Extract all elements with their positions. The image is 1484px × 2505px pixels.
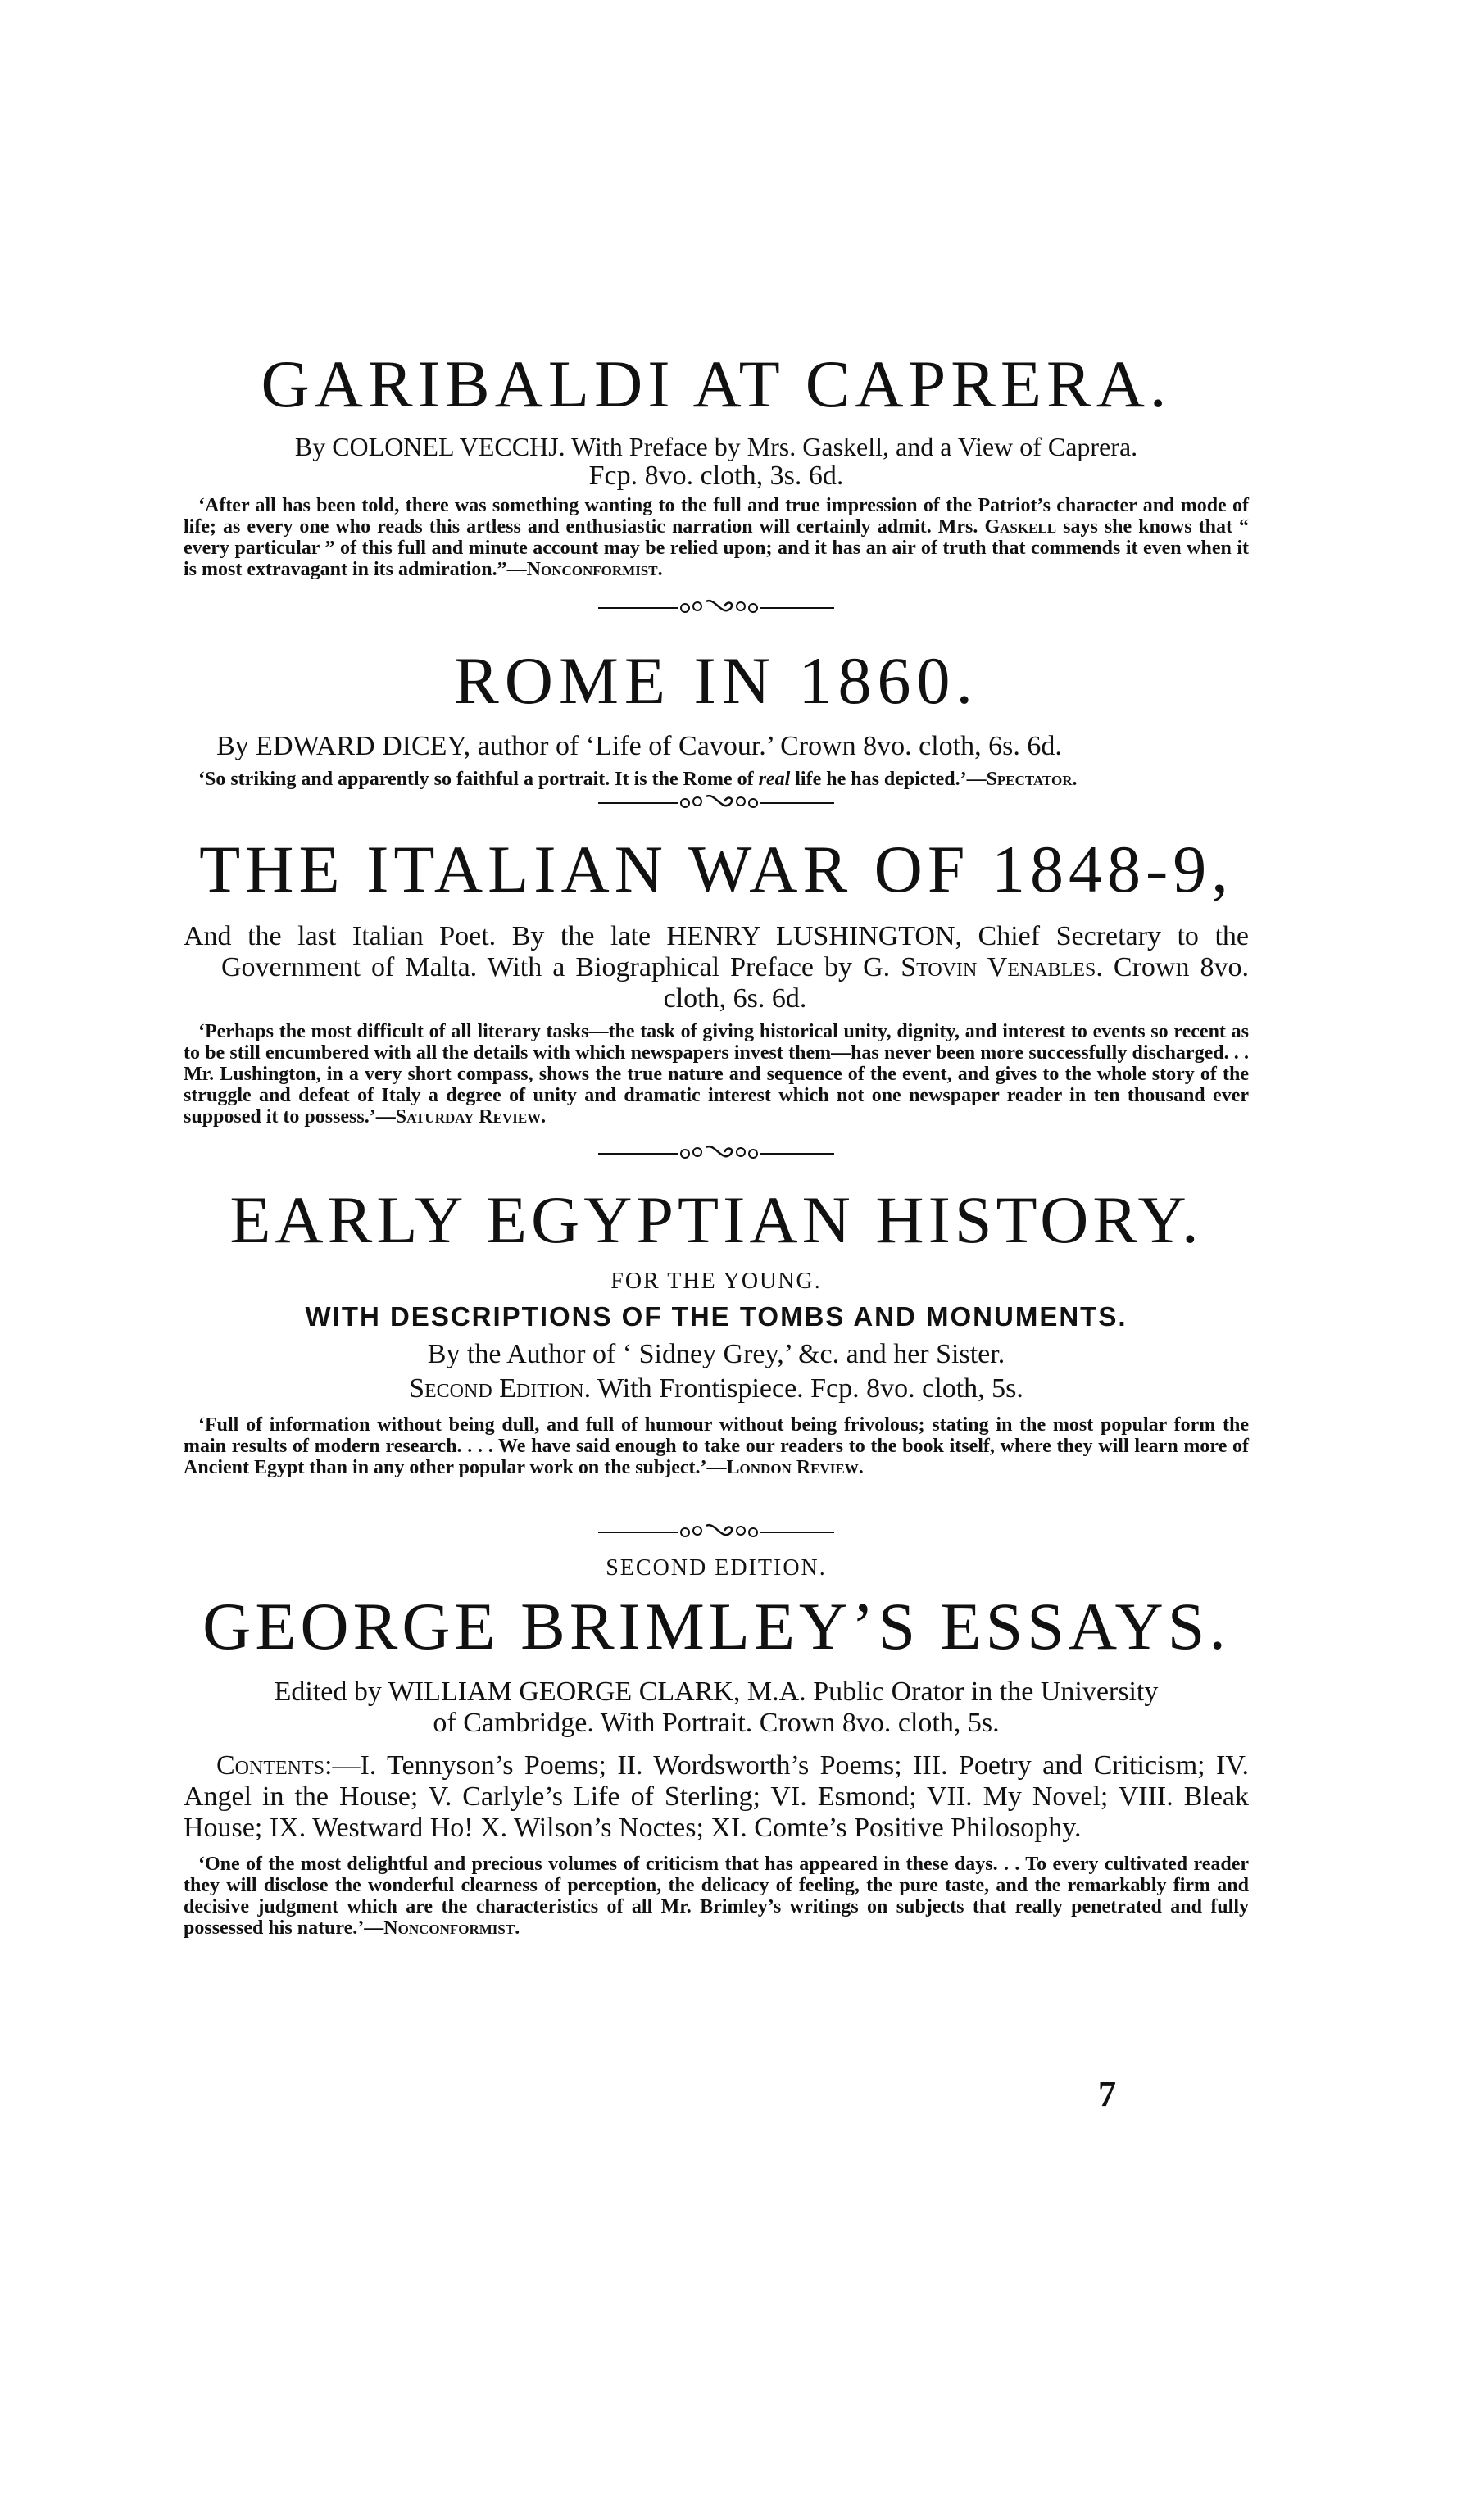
review-quote xyxy=(184,769,1249,790)
review-source: London Review. xyxy=(726,1457,864,1478)
book-byline: Edited by WILLIAM GEORGE CLARK, M.A. Public Orator in the University xyxy=(274,1677,1159,1707)
book-title: ROME IN 1860. xyxy=(454,643,978,718)
book-edition-label: SECOND EDITION. xyxy=(606,1555,827,1581)
review-quote-text: ‘After all has been told, there was something wanting to the full and true impression of the Patriot’s character and mode of life; as every one who reads this artless and enthusiastic narration will certainly admit. Mrs. xyxy=(184,495,1249,538)
book-byline: By the Author of ‘ Sidney Grey,’ &c. and her Sister. xyxy=(427,1339,1005,1369)
review-quote-text: ‘So striking and apparently so faithful a portrait. It is the Rome of xyxy=(198,769,754,790)
review-quote xyxy=(184,1414,1249,1478)
review-source: Nonconformist. xyxy=(383,1917,520,1939)
page-number: 7 xyxy=(1098,2074,1116,2114)
review-quote-emphasis: real xyxy=(758,769,791,790)
book-title: EARLY EGYPTIAN HISTORY. xyxy=(229,1182,1203,1257)
book-byline xyxy=(184,921,1249,1014)
book-listing-italian-war xyxy=(184,832,1250,1128)
book-subtitle-secondary: WITH DESCRIPTIONS OF THE TOMBS AND MONUMENTS. xyxy=(305,1301,1128,1332)
book-listing-rome xyxy=(184,643,1249,790)
review-quote xyxy=(184,495,1249,580)
ornamental-divider xyxy=(593,1523,839,1542)
book-byline-name: G. Stovin Venables. xyxy=(863,952,1103,982)
book-contents xyxy=(184,1750,1249,1844)
review-quote-text: ‘Perhaps the most difficult of all literary tasks—the task of giving historical unity, dignity, and interest to events so recent as to be still encumbered with all the details with which newspapers invest them—has never been more successfully discharged. . . Mr. Lushington, in a very short compass, shows the true nature and sequence of the event, and gives to the whole story of the struggle and defeat of Italy a degree of unity and dramatic interest which not one newspaper reader in ten thousand ever supposed it to possess.’— xyxy=(184,1021,1249,1128)
book-contents-list: —I. Tennyson’s Poems; II. Wordsworth’s Poems; III. Poetry and Criticism; IV. Angel in the House; V. Carlyle’s Life of Sterling; VI. Esmond; VII. My Novel; VIII. Bleak House; IX. Westward Ho! X. Wilson’s Noctes; XI. Comte’s Positive Philosophy. xyxy=(184,1750,1249,1843)
book-contents-label: Contents: xyxy=(216,1750,333,1781)
review-source: Spectator. xyxy=(986,769,1078,790)
book-format-price: With Frontispiece. Fcp. 8vo. cloth, 5s. xyxy=(597,1373,1023,1404)
review-quote-text: ‘Full of information without being dull, and full of humour without being frivolous; stating in the most popular form the main results of modern research. . . . We have said enough to take our readers to the book itself, where they will learn more of Ancient Egypt than in any other popular work on the subject.’— xyxy=(184,1414,1249,1478)
book-title: THE ITALIAN WAR OF 1848-9, xyxy=(199,832,1233,906)
ornamental-divider xyxy=(593,1144,839,1164)
book-format-price: Crown 8vo. cloth, 6s. 6d. xyxy=(663,952,1250,1014)
book-format-price: of Cambridge. With Portrait. Crown 8vo. cloth, 5s. xyxy=(433,1708,1000,1738)
book-title: GEORGE BRIMLEY’S ESSAYS. xyxy=(202,1589,1230,1663)
review-quote-text: ‘One of the most delightful and precious volumes of criticism that has appeared in these days. . . To every cultivated reader they will disclose the wonderful clearness of perception, the delicacy of feeling, the pure taste, and the remarkably firm and decisive judgment which are the characteristics of all Mr. Brimley’s writings on subjects that really penetrated and fully possessed his nature.’— xyxy=(184,1854,1249,1939)
review-source: Saturday Review. xyxy=(395,1106,547,1128)
review-quote-text-cont: life he has depicted.’— xyxy=(795,769,987,790)
ornamental-divider xyxy=(593,598,839,618)
review-source: Nonconformist. xyxy=(526,559,663,580)
book-byline: By EDWARD DICEY, author of ‘Life of Cavour.’ Crown 8vo. cloth, 6s. 6d. xyxy=(216,731,1062,761)
book-listing-garibaldi xyxy=(184,347,1250,580)
book-title: GARIBALDI AT CAPRERA. xyxy=(261,347,1172,421)
book-listing-egyptian-history xyxy=(184,1182,1249,1478)
book-subtitle: FOR THE YOUNG. xyxy=(610,1268,822,1294)
book-edition: Second Edition. xyxy=(409,1373,592,1404)
review-quote xyxy=(184,1021,1249,1128)
review-quote-name: Gaskell xyxy=(984,516,1057,538)
review-quote xyxy=(184,1854,1249,1939)
book-format-price: Fcp. 8vo. cloth, 3s. 6d. xyxy=(588,461,844,491)
ornamental-divider xyxy=(593,793,839,813)
review-quote-text-cont: says she knows that “ every particular ” of this full and minute account may be relied upon; and it has an air of truth that commends it even when it is most extravagant in its admiration.”— xyxy=(184,516,1250,580)
book-edition-line xyxy=(184,1373,1249,1405)
book-byline: By COLONEL VECCHJ. With Preface by Mrs. Gaskell, and a View of Caprera. xyxy=(294,432,1138,461)
book-byline-text: And the last Italian Poet. By the late HENRY LUSHINGTON, Chief Secretary to the Government of Malta. With a Biographical Preface by xyxy=(184,921,1249,982)
book-listing-brimley-essays xyxy=(184,1555,1249,1939)
